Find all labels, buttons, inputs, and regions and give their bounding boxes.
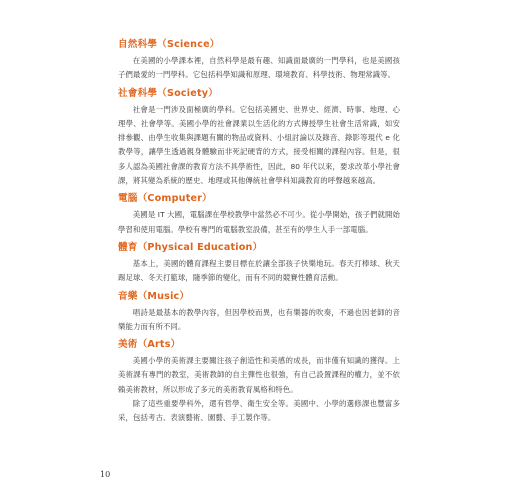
section-paragraph: 美國小學的美術課主要關注孩子創造性和美感的成長，而非僅有知識的獲得。上美術課有專門的教室，美術教師的自主彈性也很強，有自己設置課程的權力，並不依賴美術教材，所以形成了多元的美術教育風格和特色。: [118, 356, 400, 394]
section-paragraph: 唱詩是最基本的教學內容，但因學校而異，也有樂器的吹奏，不過也因老師的音樂能力而有所不同。: [118, 307, 400, 331]
section-science: [118, 38, 400, 83]
page-content: [118, 38, 400, 430]
section-heading: 電腦（Computer）: [118, 193, 212, 205]
page-number: 10: [100, 470, 111, 479]
section-heading: 音樂（Music）: [118, 290, 190, 302]
section-paragraph: 美國是 IT 大國，電腦課在學校教學中當然必不可少。從小學開始，孩子們就開始學習和使用電腦。學校有專門的電腦教室設備，甚至有的學生人手一部電腦。: [118, 210, 400, 234]
section-heading: 美術（Arts）: [118, 339, 181, 351]
section-physical-education: [118, 241, 400, 286]
section-heading: 自然科學（Science）: [118, 39, 220, 50]
section-paragraph: 在美國的小學課本裡，自然科學是最有趣、知識面最廣的一門學科，也是美國孩子們最愛的一門學科。它包括科學知識和原理、環境教育、科學技術、物理常識等。: [118, 56, 400, 80]
section-arts: [118, 338, 400, 425]
section-paragraph: 除了這些重要學科外，還有哲學、衛生安全等。美國中、小學的選修課也豐富多采，包括考古、表演藝術、園藝、手工製作等。: [118, 399, 400, 423]
section-music: [118, 290, 400, 335]
section-heading: 社會科學（Society）: [118, 87, 218, 99]
section-heading: 體育（Physical Education）: [118, 241, 263, 253]
section-society: [118, 87, 400, 189]
section-paragraph: 社會是一門涉及面極廣的學科。它包括美國史、世界史、經濟、時事、地理、心理學、社會學等。美國小學的社會課業以生活化的方式傳授學生社會生活常識，如安排參觀、由學生收集與課題有關的物品或資料、小組討論以及錄音、錄影等現代 e 化教學等，讓學生透過親身體驗而非死記硬背的方式，接受相關的課程內容。但是，很多人認為美國社會課的教育方法不具學術性，因此，80 年代以來，要求改革小學社會課，將其變為系統的歷史、地理或其他傳統社會學科知識教育的呼聲越來越高。: [118, 104, 400, 186]
section-paragraph: 基本上，美國的體育課程主要目標在於讓全部孩子快樂地玩。春天打棒球、秋天踢足球、冬天打籃球，隨季節的變化，而有不同的競賽性體育活動。: [118, 258, 400, 283]
section-computer: [118, 192, 400, 237]
